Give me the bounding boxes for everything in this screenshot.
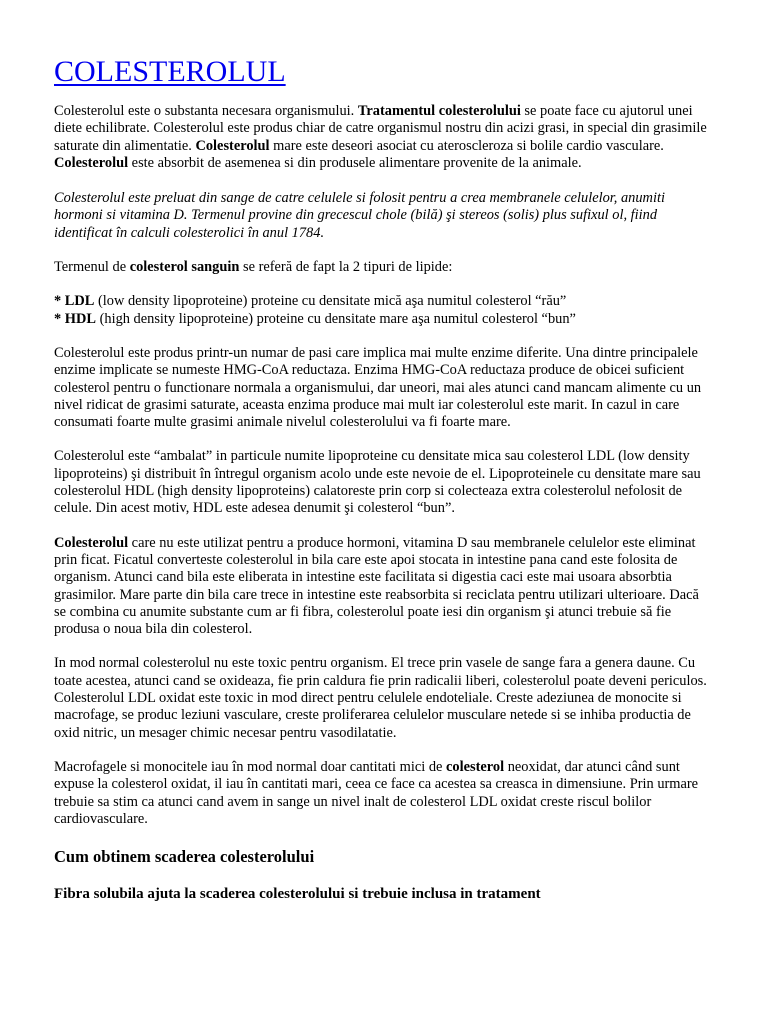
list-item-ldl [54, 293, 566, 309]
page-title-link[interactable]: COLESTEROLUL [54, 55, 286, 88]
bold-term: Colesterolul [54, 154, 129, 171]
text-run: Termenul de [54, 259, 130, 276]
list-item-text: (low density lipoproteine) proteine cu densitate mică aşa numitul colesterol “rău” [94, 293, 567, 310]
text-run: se poate face cu ajutorul unei diete echilibrate. Colesterolul este produs chiar de catre organismul nostru din acizi grasi, in special din grasimile saturate din alimentatie. [54, 103, 707, 154]
bile-paragraph [54, 535, 714, 639]
lipid-types-intro [54, 259, 714, 276]
text-run: Macrofagele si monocitele iau în mod normal doar cantitati mici de [54, 758, 447, 775]
lipoprotein-paragraph: Colesterolul este “ambalat” in particule numite lipoproteine cu densitate mica sau colesterol LDL (low density lipoproteins) şi distribuit în întregul organism acolo unde este nevoie de el. Lipoproteinele cu densitate mare sau colesterolul HDL (high density lipoproteins) calatoreste prin corp si colecteaza extra colesterolul nefolosit de celule. Din acest motiv, HDL este adesea denumit şi colesterol “bun”. [54, 448, 701, 517]
lipid-types-list [54, 293, 714, 328]
bold-term: colesterol [446, 758, 505, 775]
macrophage-paragraph [54, 759, 714, 828]
bold-term: Tratamentul colesterolului [357, 103, 521, 119]
text-run: este absorbit de asemenea si din produsele alimentare provenite de la animale. [128, 154, 582, 171]
italic-paragraph: Colesterolul este preluat din sange de catre celulele si folosit pentru a crea membranele celulelor, anumiti hormoni si vitamina D. Termenul provine din grecescul chole (bilă) şi stereos (solis) plus sufixul ol, fiind identificat în calculi colesterolici în anul 1784. [54, 190, 665, 241]
intro-paragraph [54, 103, 714, 172]
list-marker: * LDL [54, 293, 95, 310]
text-run: mare este deseori asociat cu ateroscleroza si bolile cardio vasculare. [269, 137, 664, 154]
bold-term: colesterol sanguin [129, 259, 240, 276]
list-item-hdl [54, 311, 576, 327]
text-run: Colesterolul este o substanta necesara organismului. [54, 103, 358, 119]
text-run: care nu este utilizat pentru a produce hormoni, vitamina D sau membranele celulelor este eliminat prin ficat. Ficatul converteste colesterolul in bila care este apoi stocata in intestine pana cand este folosita de organism. Atunci cand bila este eliberata in intestine este facilitata si digestia caci este mai usoara absorbtia grasimilor. Mare parte din bila care trece in intestine este reabsorbita si reciclata pentru utilizari ulterioare. Dacă se combina cu anumite substante cum ar fi fibra, colesterolul poate iesi din organism şi atunci trebuie să fie produsa o noua bila din colesterol. [54, 534, 699, 638]
section-heading: Cum obtinem scaderea colesterolului [54, 847, 315, 867]
text-run: neoxidat, dar atunci când sunt expuse la colesterol oxidat, il iau în cantitati mari, ceea ce face ca acestea sa creasca in dimensiune. Prin urmare trebuie sa stim ca atunci cand avem in sange un nivel inalt de colesterol LDL oxidat creste riscul bolilor cardiovasculare. [54, 758, 699, 827]
list-marker: * HDL [54, 310, 96, 327]
bold-term: Colesterolul [54, 534, 129, 551]
bold-term: Colesterolul [195, 137, 270, 154]
list-item-text: (high density lipoproteine) proteine cu densitate mare aşa numitul colesterol “bun” [95, 310, 576, 327]
text-run: se referă de fapt la 2 tipuri de lipide: [239, 259, 453, 276]
oxidation-paragraph: In mod normal colesterolul nu este toxic pentru organism. El trece prin vasele de sange fara a genera daune. Cu toate acestea, atunci cand se oxideaza, fie prin caldura fie prin radicalii liberi, colesterolul poate deveni periculos. Colesterolul LDL oxidat este toxic in mod direct pentru celulele endoteliale. Creste adeziunea de monocite si macrofage, se produc leziuni vasculare, creste proliferarea celulelor musculare netede si se inhiba productia de oxid nitric, un mesager chimic necesar pentru vasodilatatie. [54, 655, 707, 741]
subsection-heading: Fibra solubila ajuta la scaderea colesterolului si trebuie inclusa in tratament [54, 886, 541, 903]
enzyme-paragraph: Colesterolul este produs printr-un numar de pasi care implica mai multe enzime diferite. Una dintre principalele enzime implicate se numeste HMG-CoA reductaza. Enzima HMG-CoA reductaza produce de obicei suficient colesterol pentru o functionare normala a organismului, dar uneori, mai ales atunci cand mancam alimente cu un nivel ridicat de grasimi saturate, aceasta enzima produce mai mult iar colesterolul este marit. In cazul in care consumati foarte multe grasimi animale nivelul colesterolului va fi foarte mare. [54, 344, 702, 431]
